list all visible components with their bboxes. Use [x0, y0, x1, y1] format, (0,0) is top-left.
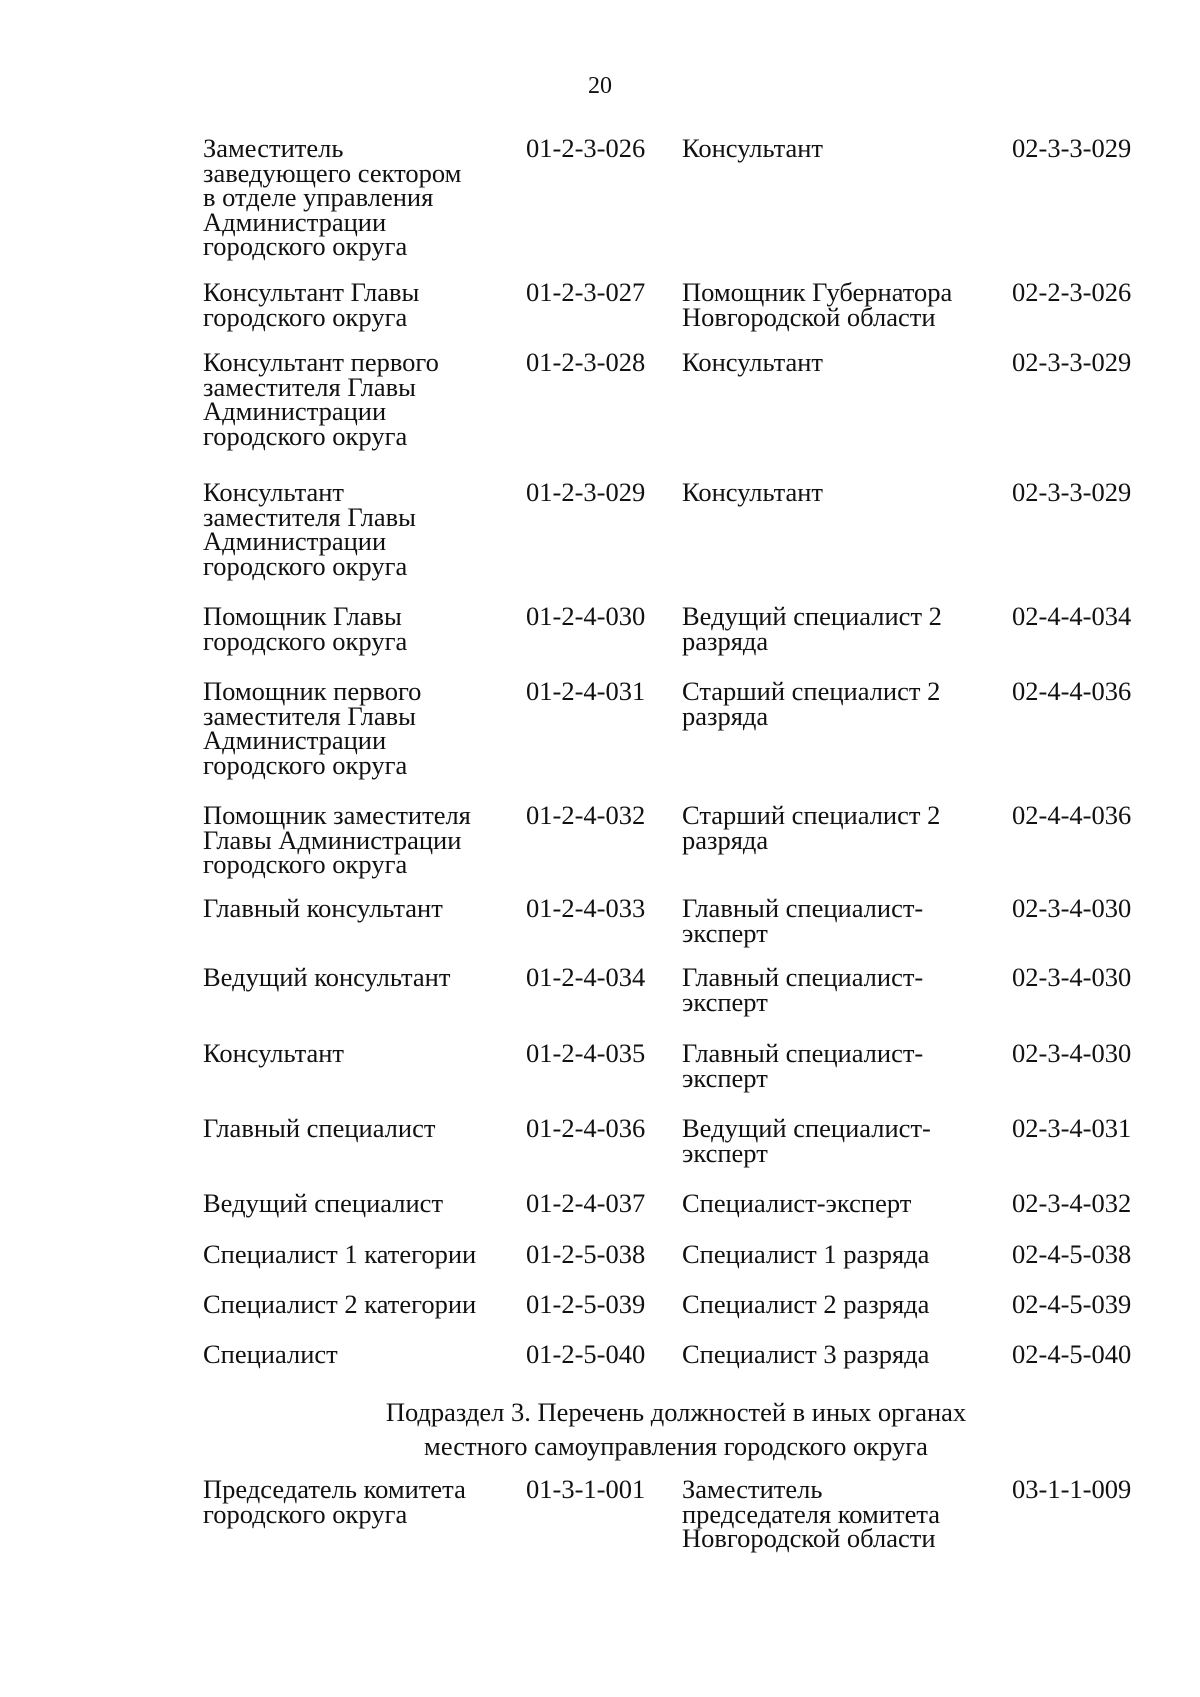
equivalent-code: 02-4-5-038: [1012, 1239, 1132, 1269]
equivalent-code: 02-3-4-031: [1012, 1113, 1132, 1143]
equivalent-code: 02-4-4-034: [1012, 601, 1132, 631]
equivalent-code: 02-3-4-030: [1012, 962, 1132, 992]
equivalent-position: Главный специалист- эксперт: [682, 962, 924, 1017]
equivalent-code: 02-3-4-030: [1012, 1038, 1132, 1068]
equivalent-code: 02-4-5-040: [1012, 1339, 1132, 1369]
position-title: Ведущий консультант: [203, 962, 451, 992]
position-code: 01-2-4-030: [526, 601, 646, 631]
equivalent-code: 02-2-3-026: [1012, 277, 1132, 307]
equivalent-position: Ведущий специалист- эксперт: [682, 1113, 931, 1168]
equivalent-code: 02-3-3-029: [1012, 477, 1132, 507]
page-number: 20: [588, 73, 612, 99]
subsection-heading: [0, 1395, 1200, 1463]
position-title: Помощник Главы городского округа: [203, 601, 408, 656]
position-code: 01-2-3-029: [526, 477, 646, 507]
position-code: 01-2-4-036: [526, 1113, 646, 1143]
position-title: Специалист: [203, 1339, 338, 1369]
equivalent-position: Главный специалист- эксперт: [682, 1038, 924, 1093]
position-code: 01-2-4-033: [526, 893, 646, 923]
equivalent-code: 02-4-4-036: [1012, 676, 1132, 706]
position-title: Консультант заместителя Главы Администрации городского округа: [203, 477, 416, 581]
position-code: 01-2-4-035: [526, 1038, 646, 1068]
position-code: 01-2-3-028: [526, 347, 646, 377]
position-code: 01-2-5-039: [526, 1289, 646, 1319]
equivalent-position: Специалист 3 разряда: [682, 1339, 930, 1369]
equivalent-position: Специалист 2 разряда: [682, 1289, 930, 1319]
equivalent-position: Старший специалист 2 разряда: [682, 676, 941, 731]
position-title: Председатель комитета городского округа: [203, 1474, 466, 1529]
equivalent-code: 02-3-4-032: [1012, 1188, 1132, 1218]
equivalent-code: 02-3-3-029: [1012, 133, 1132, 163]
position-title: Специалист 2 категории: [203, 1289, 477, 1319]
position-title: Консультант: [203, 1038, 345, 1068]
equivalent-position: Консультант: [682, 347, 824, 377]
position-code: 01-2-4-032: [526, 800, 646, 830]
position-code: 01-2-3-027: [526, 277, 646, 307]
position-code: 01-3-1-001: [526, 1474, 646, 1504]
position-title: Консультант первого заместителя Главы Администрации городского округа: [203, 347, 439, 451]
position-code: 01-2-4-031: [526, 676, 646, 706]
equivalent-position: Специалист 1 разряда: [682, 1239, 930, 1269]
equivalent-code: 02-4-5-039: [1012, 1289, 1132, 1319]
equivalent-position: Специалист-эксперт: [682, 1188, 912, 1218]
equivalent-position: Ведущий специалист 2 разряда: [682, 601, 942, 656]
equivalent-code: 02-3-4-030: [1012, 893, 1132, 923]
equivalent-position: Старший специалист 2 разряда: [682, 800, 941, 855]
equivalent-position: Заместитель председателя комитета Новгородской области: [682, 1474, 940, 1553]
equivalent-position: Консультант: [682, 477, 824, 507]
equivalent-code: 03-1-1-009: [1012, 1474, 1132, 1504]
position-title: Консультант Главы городского округа: [203, 277, 420, 332]
position-code: 01-2-4-034: [526, 962, 646, 992]
position-title: Главный консультант: [203, 893, 443, 923]
position-code: 01-2-4-037: [526, 1188, 646, 1218]
position-title: Главный специалист: [203, 1113, 436, 1143]
position-code: 01-2-5-038: [526, 1239, 646, 1269]
position-title: Специалист 1 категории: [203, 1239, 477, 1269]
subsection-heading-line2: местного самоуправления городского округа: [424, 1431, 928, 1461]
equivalent-code: 02-4-4-036: [1012, 800, 1132, 830]
position-code: 01-2-5-040: [526, 1339, 646, 1369]
position-title: Помощник заместителя Главы Администрации городского округа: [203, 800, 471, 879]
equivalent-position: Консультант: [682, 133, 824, 163]
position-code: 01-2-3-026: [526, 133, 646, 163]
position-title: Заместитель заведующего сектором в отделе управления Администрации городского округа: [203, 133, 462, 261]
equivalent-position: Главный специалист- эксперт: [682, 893, 924, 948]
subsection-heading-line1: Подраздел 3. Перечень должностей в иных органах: [385, 1397, 967, 1427]
position-title: Помощник первого заместителя Главы Администрации городского округа: [203, 676, 422, 780]
equivalent-position: Помощник Губернатора Новгородской области: [682, 277, 953, 332]
equivalent-code: 02-3-3-029: [1012, 347, 1132, 377]
position-title: Ведущий специалист: [203, 1188, 444, 1218]
